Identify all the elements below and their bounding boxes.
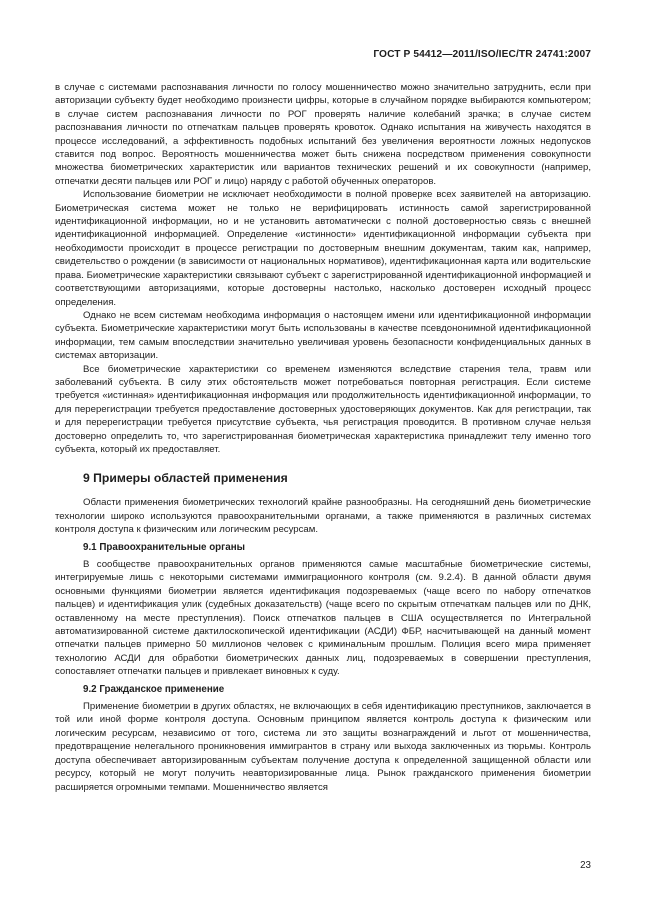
subsection-paragraph: Применение биометрии в других областях, не включающих в себя идентификацию преступников, заключается в той или иной форме контроля доступа. Основным принципом является контроль доступа к физическим или логическим ресурсам, независимо от того, система ли это защиты вознаграждений и льгот от мошенничества, предотвращение нелегального проникновения иммигрантов в страну или выхода заключенных из тюрьмы. Контроль доступа обеспечивает авторизированным субъектам получение доступа к определенной защищенной области или ресурсу, который не могут получить неавторизированные лица. Рынок гражданского применения биометрии расширяется огромными темпами. Мошенничество является [55,701,591,793]
page-number: 23 [580,860,591,871]
section-heading: 9 Примеры областей применения [83,471,288,486]
paragraph: Использование биометрии не исключает необходимости в полной проверке всех заявителей на авторизацию. Биометрическая система может не только не верифицировать истинность самой зарегистрированной идентификационной информации, но и не установить автоматически с полной достоверностью связь с внешней идентификационной информацией. Определение «истинности» идентификационной информации субъекта при необходимости происходит в процессе регистрации по достоверным внешним документам, таким как, например, свидетельство о рождении (в зависимости от национальных нормативов), идентификационная карта или водительские права. Биометрические характеристики связывают субъект с зарегистрированной идентификационной информацией и соответствующими авторизациями, которые достоверны настолько, насколько достоверен исходный процесс определения. [55,189,591,308]
document-header: ГОСТ Р 54412—2011/ISO/IEC/TR 24741:2007 [373,49,591,60]
section-intro-paragraph: Области применения биометрических технологий крайне разнообразны. На сегодняшний день биометрические технологии широко используются правоохранительными органами, а также применяются в различных системах контроля доступа к физическим или логическим ресурсам. [55,497,591,536]
document-body [55,81,591,794]
subsection-paragraph: В сообществе правоохранительных органов применяются самые масштабные биометрические системы, интегрируемые лишь с некоторыми системами иммиграционного контроля (см. 9.2.4). В данной области двумя основными функциями биометрии является идентификация подозреваемых (чаще всего по набору отпечатков пальцев) и идентификация улик (судебных доказательств) (чаще всего по скрытым отпечаткам пальцев или по ДНК, оставленному на месте преступления). Поиск отпечатков пальцев в США осуществляется по Интегральной автоматизированной системе дактилоскопической идентификации (АСДИ) ФБР, насчитывающей на данный момент отпечатки пальцев примерно 50 миллионов человек с криминальным прошлым. Полиция всего мира применяет технологию АСДИ для обработки биометрических данных лиц, подозреваемых в совершении преступления, сопоставляет отпечатки пальцев и привлекает виновных к суду. [55,559,591,678]
subsection-heading-law-enforcement: 9.1 Правоохранительные органы [83,541,245,553]
paragraph-continued: в случае с системами распознавания личности по голосу мошенничество можно значительно затруднить, если при авторизации субъекту будет необходимо произнести цифры, которые в случайном порядке выбираются компьютером; в случае систем распознавания личности по РОГ проверять наличие колебаний зрачка; в случае систем распознавания личности по отпечаткам пальцев проверять кровоток. Однако испытания на живучесть находятся в процессе исследований, а эффективность подобных испытаний без увеличения вероятности ложных недопусков ставится под вопрос. Вероятность мошенничества может быть снижена посредством применения совокупности множества биометрических характеристик или вариантов технических решений и их совокупности (например, отпечатки десяти пальцев или РОГ и лицо) наряду с работой обученных операторов. [55,82,591,187]
subsection-heading-civil-use: 9.2 Гражданское применение [83,683,225,695]
paragraph: Однако не всем системам необходима информация о настоящем имени или идентификационной информации субъекта. Биометрические характеристики могут быть использованы в качестве псевдононимной идентификационной информации, тем самым впоследствии значительно увеличивая уровень безопасности конфиденциальных данных в системах авторизации. [55,309,591,362]
paragraph: Все биометрические характеристики со временем изменяются вследствие старения тела, травм или заболеваний субъекта. В силу этих обстоятельств может потребоваться повторная регистрация. Если системе требуется «истинная» идентификационная информация или продолжительность идентификационной информации, то для перерегистрации требуется предоставление достоверных удостоверяющих документов. Как для регистрации, так и для перерегистрации требуется присутствие субъекта, чья регистрация проводится. В противном случае нельзя достоверно определить то, что зарегистрированная биометрическая характеристика принадлежит телу именно того субъекта, который их предоставляет. [55,363,591,455]
